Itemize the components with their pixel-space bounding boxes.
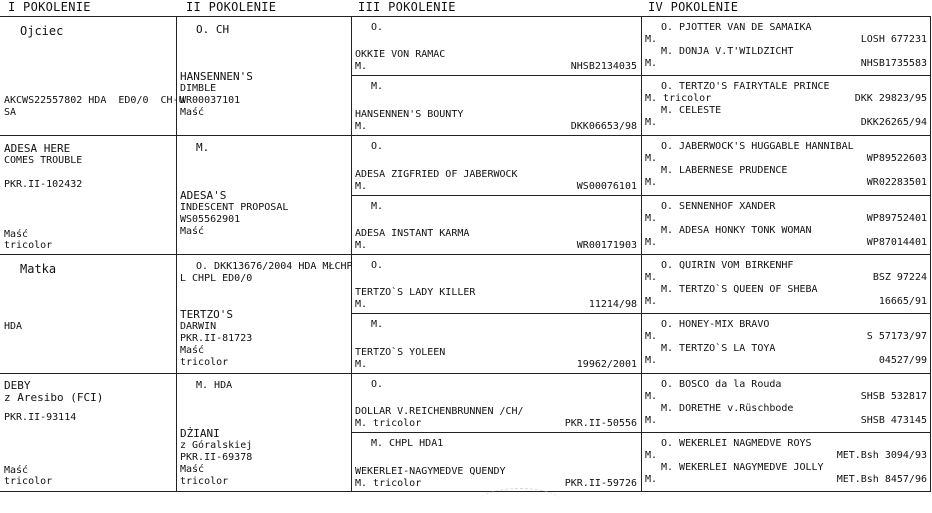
gen4-dam-reg: 04527/99	[878, 355, 927, 366]
gen3-prefix: M.	[371, 201, 384, 212]
gen3-sub: M. tricolor	[355, 418, 422, 429]
gen4-sire-mark: M.	[645, 153, 658, 164]
sire-titles-cont: SA	[4, 107, 17, 118]
sire-name-2: COMES TROUBLE	[4, 155, 83, 166]
gen3-name: HANSENNEN'S BOUNTY	[355, 109, 464, 120]
gen3-reg: WR00171903	[576, 240, 637, 251]
gen4-sire-mark: M.	[645, 331, 658, 342]
gen3-sub: M.	[355, 181, 368, 192]
gen4-dam-reg: MET.Bsh 8457/96	[836, 474, 927, 485]
gen4-cell	[643, 75, 929, 134]
gen2-cell	[178, 16, 350, 134]
gen2-extra-2: tricolor	[180, 476, 229, 487]
gen2-prefix-2: L CHPL ED0/0	[180, 273, 253, 284]
gen1-dam-cell	[0, 254, 174, 490]
gen4-sire-reg: DKK 29823/95	[854, 93, 927, 104]
gen2-name-1: TERTZO'S	[180, 308, 233, 321]
gen4-dam-name: M. CELESTE	[661, 105, 722, 116]
dam-health: HDA	[4, 321, 23, 332]
gen3-reg: WS00076101	[576, 181, 637, 192]
gen4-sire-reg: S 57173/97	[866, 331, 927, 342]
gen3-reg: PKR.II-59726	[564, 478, 637, 489]
gen2-reg: PKR.II-81723	[180, 333, 253, 344]
gen3-prefix: O.	[371, 260, 384, 271]
dam-coat: tricolor	[4, 476, 53, 487]
gen4-sire-reg: LOSH 677231	[860, 34, 927, 45]
gen2-cell	[178, 254, 353, 372]
gen4-dam-name: M. TERTZO`S LA TOYA	[661, 343, 776, 354]
gen4-dam-reg: NHSB1735583	[860, 58, 927, 69]
gen4-dam-mark: M.	[645, 117, 658, 128]
gen2-name-1: HANSENNEN'S	[180, 70, 253, 83]
sire-reg: PKR.II-102432	[4, 179, 83, 190]
dam-coat-label: Maść	[4, 465, 29, 476]
gen4-sire-mark: M.	[645, 213, 658, 224]
gen2-extra: Maść	[180, 107, 205, 118]
gen2-cell	[178, 373, 350, 491]
gen4-sire-reg: MET.Bsh 3094/93	[836, 450, 927, 461]
gen3-reg: NHSB2134035	[570, 61, 637, 72]
sire-coat-label: Maść	[4, 229, 29, 240]
gen3-sub: M.	[355, 121, 368, 132]
gen2-extra: Maść	[180, 345, 205, 356]
gen4-sire-reg: SHSB 532817	[860, 391, 927, 402]
gen4-cell	[643, 373, 929, 431]
gen4-sire-name: O. PJOTTER VAN DE SAMAIKA	[661, 22, 812, 33]
gen4-sire-mark: M.	[645, 391, 658, 402]
header-gen4: IV POKOLENIE	[648, 0, 739, 14]
gen3-prefix: M. CHPL HDA1	[371, 438, 444, 449]
gen4-cell	[643, 135, 929, 194]
gen3-name: ADESA ZIGFRIED OF JABERWOCK	[355, 169, 518, 180]
gen1-sire-cell	[0, 16, 185, 252]
gen3-name: TERTZO`S YOLEEN	[355, 347, 446, 358]
dam-name-1: DEBY	[4, 379, 31, 392]
gen4-cell	[643, 195, 929, 253]
gen4-dam-mark: M.	[645, 355, 658, 366]
gen4-dam-name: M. DONJA V.T'WILDZICHT	[661, 46, 794, 57]
gen3-prefix: M.	[371, 81, 384, 92]
gen3-cell	[353, 254, 639, 312]
gen4-dam-name: M. WEKERLEI NAGYMEDVE JOLLY	[661, 462, 824, 473]
gen3-reg: DKK06653/98	[570, 121, 637, 132]
pedigree-table	[0, 16, 932, 492]
gen2-name-2: INDESCENT PROPOSAL	[180, 202, 289, 213]
gen4-sire-mark: M.	[645, 34, 658, 45]
gen4-sire-mark: M.	[645, 450, 658, 461]
sire-titles: AKCWS22557802 HDA ED0/0 CH-U	[4, 95, 185, 106]
gen4-dam-reg: WP87014401	[866, 237, 927, 248]
row-divider	[0, 491, 931, 492]
gen4-dam-mark: M.	[645, 474, 658, 485]
gen2-extra-2: tricolor	[180, 357, 229, 368]
gen4-cell	[643, 16, 929, 74]
gen2-prefix: M. HDA	[196, 380, 233, 391]
gen3-reg: PKR.II-50556	[564, 418, 637, 429]
gen2-prefix: O. DKK13676/2004 HDA MŁCHP	[196, 261, 353, 272]
gen4-sire-reg: BSZ 97224	[872, 272, 927, 283]
gen2-name-2: DIMBLE	[180, 83, 217, 94]
gen3-name: DOLLAR V.REICHENBRUNNEN /CH/	[355, 406, 524, 417]
gen2-name-1: ADESA'S	[180, 189, 227, 202]
gen4-sire-reg: WP89522603	[866, 153, 927, 164]
gen4-cell	[643, 254, 929, 312]
gen3-cell	[353, 16, 639, 74]
sire-role: Ojciec	[20, 24, 64, 38]
gen4-dam-mark: M.	[645, 58, 658, 69]
gen4-sire-name: O. BOSCO da la Rouda	[661, 379, 782, 390]
gen2-name-2: DARWIN	[180, 321, 217, 332]
gen4-cell	[643, 313, 929, 372]
dam-role: Matka	[20, 262, 57, 276]
gen3-reg: 11214/98	[588, 299, 637, 310]
header-gen1: I POKOLENIE	[8, 0, 91, 14]
gen4-dam-name: M. DORETHE v.Rüschbode	[661, 403, 794, 414]
gen2-name-1: DŻIANI	[180, 427, 220, 440]
gen3-prefix: O.	[371, 141, 384, 152]
gen4-dam-reg: 16665/91	[878, 296, 927, 307]
gen4-sire-name: O. WEKERLEI NAGMEDVE ROYS	[661, 438, 812, 449]
gen3-sub: M.	[355, 299, 368, 310]
gen4-sire-name: O. QUIRIN VOM BIRKENHF	[661, 260, 794, 271]
gen3-prefix: O.	[371, 22, 384, 33]
gen3-name: ADESA INSTANT KARMA	[355, 228, 470, 239]
gen2-prefix: M.	[196, 141, 210, 154]
gen2-reg: WR00037101	[180, 95, 241, 106]
gen3-prefix: O.	[371, 379, 384, 390]
gen4-sire-mark: M.	[645, 272, 658, 283]
sire-coat: tricolor	[4, 240, 53, 251]
gen4-sire-name: O. TERTZO'S FAIRYTALE PRINCE	[661, 81, 830, 92]
sire-name-1: ADESA HERE	[4, 142, 71, 155]
gen3-cell	[353, 313, 639, 372]
gen3-name: WEKERLEI-NAGYMEDVE QUENDY	[355, 466, 506, 477]
gen2-extra: Maść	[180, 464, 205, 475]
gen4-dam-name: M. ADESA HONKY TONK WOMAN	[661, 225, 812, 236]
gen3-sub: M.	[355, 240, 368, 251]
dam-name-2: z Aresibo (FCI)	[4, 391, 104, 404]
gen4-dam-reg: WR02283501	[866, 177, 927, 188]
gen3-prefix: M.	[371, 319, 384, 330]
gen3-cell	[353, 135, 639, 194]
gen2-cell	[178, 135, 350, 253]
gen4-dam-name: M. TERTZO`S QUEEN OF SHEBA	[661, 284, 818, 295]
gen3-sub: M. tricolor	[355, 478, 422, 489]
gen2-reg: PKR.II-69378	[180, 452, 253, 463]
gen3-cell	[353, 432, 639, 491]
gen4-dam-reg: SHSB 473145	[860, 415, 927, 426]
gen4-dam-mark: M.	[645, 296, 658, 307]
header-gen2: II POKOLENIE	[186, 0, 277, 14]
gen4-dam-mark: M.	[645, 415, 658, 426]
gen3-cell	[353, 195, 639, 253]
gen3-sub: M.	[355, 359, 368, 370]
gen4-sire-name: O. JABERWOCK'S HUGGABLE HANNIBAL	[661, 141, 854, 152]
gen4-sire-name: O. HONEY-MIX BRAVO	[661, 319, 770, 330]
gen3-cell	[353, 373, 639, 431]
stamp-mark	[480, 488, 560, 513]
gen4-dam-mark: M.	[645, 177, 658, 188]
gen4-dam-name: M. LABERNESE PRUDENCE	[661, 165, 788, 176]
gen3-sub: M.	[355, 61, 368, 72]
gen4-sire-name: O. SENNENHOF XANDER	[661, 201, 776, 212]
header-gen3: III POKOLENIE	[358, 0, 456, 14]
gen3-cell	[353, 75, 639, 134]
gen4-dam-mark: M.	[645, 237, 658, 248]
gen3-name: TERTZO`S LADY KILLER	[355, 287, 476, 298]
gen3-name: OKKIE VON RAMAC	[355, 49, 446, 60]
gen3-reg: 19962/2001	[576, 359, 637, 370]
gen2-name-2: z Góralskiej	[180, 440, 253, 451]
gen2-extra: Maść	[180, 226, 205, 237]
gen4-dam-reg: DKK26265/94	[860, 117, 927, 128]
dam-reg: PKR.II-93114	[4, 412, 77, 423]
gen4-sire-reg: WP89752401	[866, 213, 927, 224]
gen4-sire-mark: M. tricolor	[645, 93, 712, 104]
gen2-reg: WS05562901	[180, 214, 241, 225]
gen4-cell	[643, 432, 929, 491]
gen2-prefix: O. CH	[196, 23, 230, 36]
